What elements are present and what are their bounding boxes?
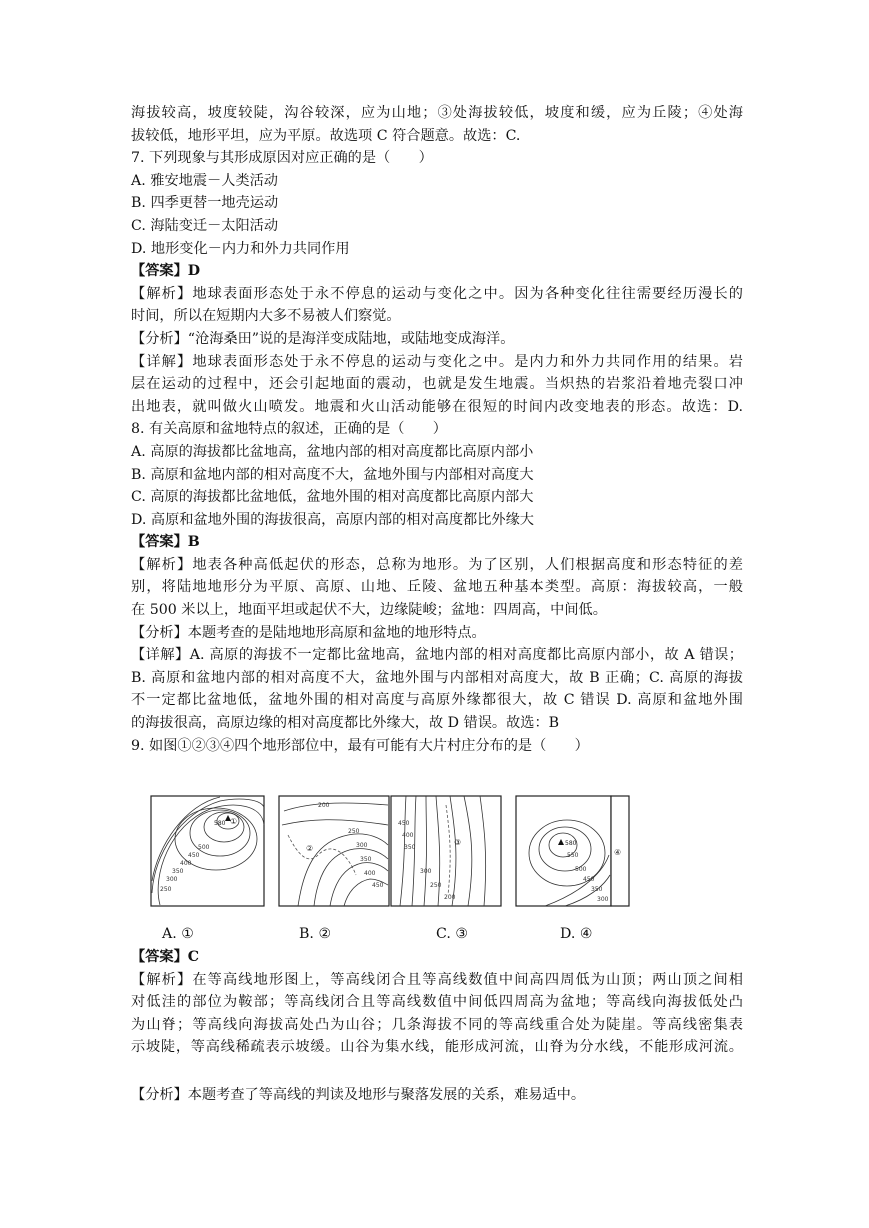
- question-8-detail: 的海拔很高，高原边缘的相对高度都比外缘大，故 D 错误。故选：B: [131, 715, 560, 732]
- contour-label: 200: [318, 802, 330, 809]
- question-7-option-b: B. 四季更替一地壳运动: [131, 195, 279, 212]
- contour-label: 450: [372, 882, 384, 889]
- contour-label: 550: [567, 852, 579, 859]
- question-7-detail: 【详解】地球表面形态处于永不停息的运动与变化之中。是内力和外力共同作用的结果。岩: [131, 353, 743, 370]
- question-8-stem: 8. 有关高原和盆地特点的叙述，正确的是（ ）: [131, 421, 447, 438]
- position-marker-3: ③: [454, 838, 462, 847]
- contour-label: 400: [402, 832, 414, 839]
- question-8-explanation: 在 500 米以上，地面平坦或起伏不大，边缘陡峻；盆地：四周高，中间低。: [131, 602, 607, 619]
- position-marker-4: ④: [614, 848, 622, 857]
- contour-label: 250: [160, 886, 172, 893]
- contour-label: 250: [430, 882, 442, 889]
- contour-label: 300: [356, 842, 368, 849]
- question-8-analysis: 【分析】本题考查的是陆地地形高原和盆地的地形特点。: [131, 624, 486, 641]
- position-marker-1: ①: [230, 817, 238, 826]
- contour-label: 450: [188, 852, 200, 859]
- question-8-option-c: C. 高原的海拔都比盆地低，盆地外围的相对高度都比高原内部大: [131, 489, 534, 506]
- question-9-explanation: 对低洼的部位为鞍部；等高线闭合且等高线数值中间低四周高为盆地；等高线向海拔低处凸: [131, 994, 743, 1011]
- contour-label: 250: [348, 828, 360, 835]
- contour-map-1: [150, 795, 265, 907]
- question-9-option-b: B. ②: [299, 926, 332, 942]
- contour-label: 300: [597, 896, 609, 903]
- question-8-detail: B. 高原和盆地内部的相对高度不大，盆地外围与内部相对高度大，故 B 正确；C. 高原的海拔: [131, 669, 743, 686]
- contour-label: 400: [180, 860, 192, 867]
- question-8-detail: 【详解】A. 高原的海拔不一定都比盆地高，盆地内部的相对高度都比高原内部小，故 A 错误；: [131, 647, 743, 664]
- question-9-explanation: 【解析】在等高线地形图上，等高线闭合且等高线数值中间高四周低为山顶；两山顶之间相: [131, 971, 743, 988]
- contour-label: 350: [360, 856, 372, 863]
- text-block-upper: [131, 102, 743, 757]
- contour-label: 450: [583, 876, 595, 883]
- question-8-explanation: 别，将陆地地形分为平原、高原、山地、丘陵、盆地五种基本类型。高原：海拔较高，一般: [131, 579, 743, 596]
- contour-map-2: [278, 795, 390, 907]
- text-line: 海拔较高，坡度较陡，沟谷较深，应为山地；③处海拔较低，坡度和缓，应为丘陵；④处海: [131, 105, 743, 121]
- contour-map-3: [390, 795, 502, 907]
- question-9-options: [162, 926, 722, 948]
- contour-label: 500: [575, 866, 587, 873]
- text-line: 拔较低，地形平坦，应为平原。故选项 C 符合题意。故选：C.: [131, 127, 521, 144]
- question-7-option-a: A. 雅安地震－人类活动: [131, 172, 278, 189]
- contour-label: 300: [166, 876, 178, 883]
- contour-label: 350: [404, 844, 416, 851]
- question-8-detail: 不一定都比盆地低，盆地外围的相对高度与高原外缘都很大，故 C 错误 D. 高原和盆地外围: [131, 692, 743, 709]
- question-8-explanation: 【解析】地表各种高低起伏的形态，总称为地形。为了区别，人们根据高度和形态特征的差: [131, 556, 743, 573]
- question-8-option-a: A. 高原的海拔都比盆地高，盆地内部的相对高度都比高原内部小: [131, 443, 534, 460]
- question-7-stem: 7. 下列现象与其形成原因对应正确的是（ ）: [131, 150, 433, 167]
- contour-label-peak: 580: [565, 840, 577, 847]
- question-7-explanation: 时间，所以在短期内大多不易被人们察觉。: [131, 308, 401, 325]
- question-7-option-d: D. 地形变化－内力和外力共同作用: [131, 240, 350, 257]
- question-8-option-d: D. 高原和盆地外围的海拔很高，高原内部的相对高度都比外缘大: [131, 511, 534, 528]
- question-9-explanation: 示坡陡，等高线稀疏表示坡缓。山谷为集水线，能形成河流，山脊为分水线，不能形成河流。: [131, 1039, 743, 1056]
- contour-label-peak: 580: [214, 820, 226, 827]
- question-9-analysis: [131, 1084, 743, 1107]
- question-7-option-c: C. 海陆变迁－太阳活动: [131, 217, 279, 234]
- question-9-option-a: A. ①: [162, 926, 194, 942]
- position-marker-2: ②: [306, 844, 314, 853]
- question-9-explanation: 为山脊；等高线向海拔高处凸为山谷；几条海拔不同的等高线重合处为陡崖。等高线密集表: [131, 1016, 743, 1033]
- contour-map-4: [515, 795, 630, 907]
- contour-label: 500: [198, 844, 210, 851]
- contour-label: 350: [591, 886, 603, 893]
- question-7-answer: 【答案】D: [131, 263, 201, 280]
- question-7-detail: 层在运动的过程中，还会引起地面的震动，也就是发生地震。当炽热的岩浆沿着地壳裂口冲: [131, 376, 743, 393]
- question-7-analysis: 【分析】“沧海桑田”说的是海洋变成陆地，或陆地变成海洋。: [131, 330, 515, 347]
- question-8-option-b: B. 高原和盆地内部的相对高度不大，盆地外围与内部相对高度大: [131, 466, 534, 483]
- contour-label: 200: [444, 894, 456, 901]
- question-8-answer: 【答案】B: [131, 534, 200, 551]
- contour-label: 300: [420, 868, 432, 875]
- text-block-lower: [131, 946, 743, 1059]
- question-7-detail: 出地表，就叫做火山喷发。地震和火山活动能够在很短的时间内改变地表的形态。故选：D.: [131, 398, 743, 415]
- question-9-answer: 【答案】C: [131, 949, 200, 965]
- question-9-analysis-text: 【分析】本题考查了等高线的判读及地形与聚落发展的关系，难易适中。: [131, 1087, 586, 1103]
- question-9-option-d: D. ④: [560, 926, 593, 942]
- contour-label: 450: [398, 820, 410, 827]
- question-7-explanation: 【解析】地球表面形态处于永不停息的运动与变化之中。因为各种变化往往需要经历漫长的: [131, 285, 743, 302]
- question-9-stem: 9. 如图①②③④四个地形部位中，最有可能有大片村庄分布的是（ ）: [131, 737, 589, 754]
- question-9-option-c: C. ③: [436, 926, 469, 942]
- contour-map-figure: [150, 795, 750, 907]
- contour-label: 350: [172, 868, 184, 875]
- contour-label: 400: [364, 870, 376, 877]
